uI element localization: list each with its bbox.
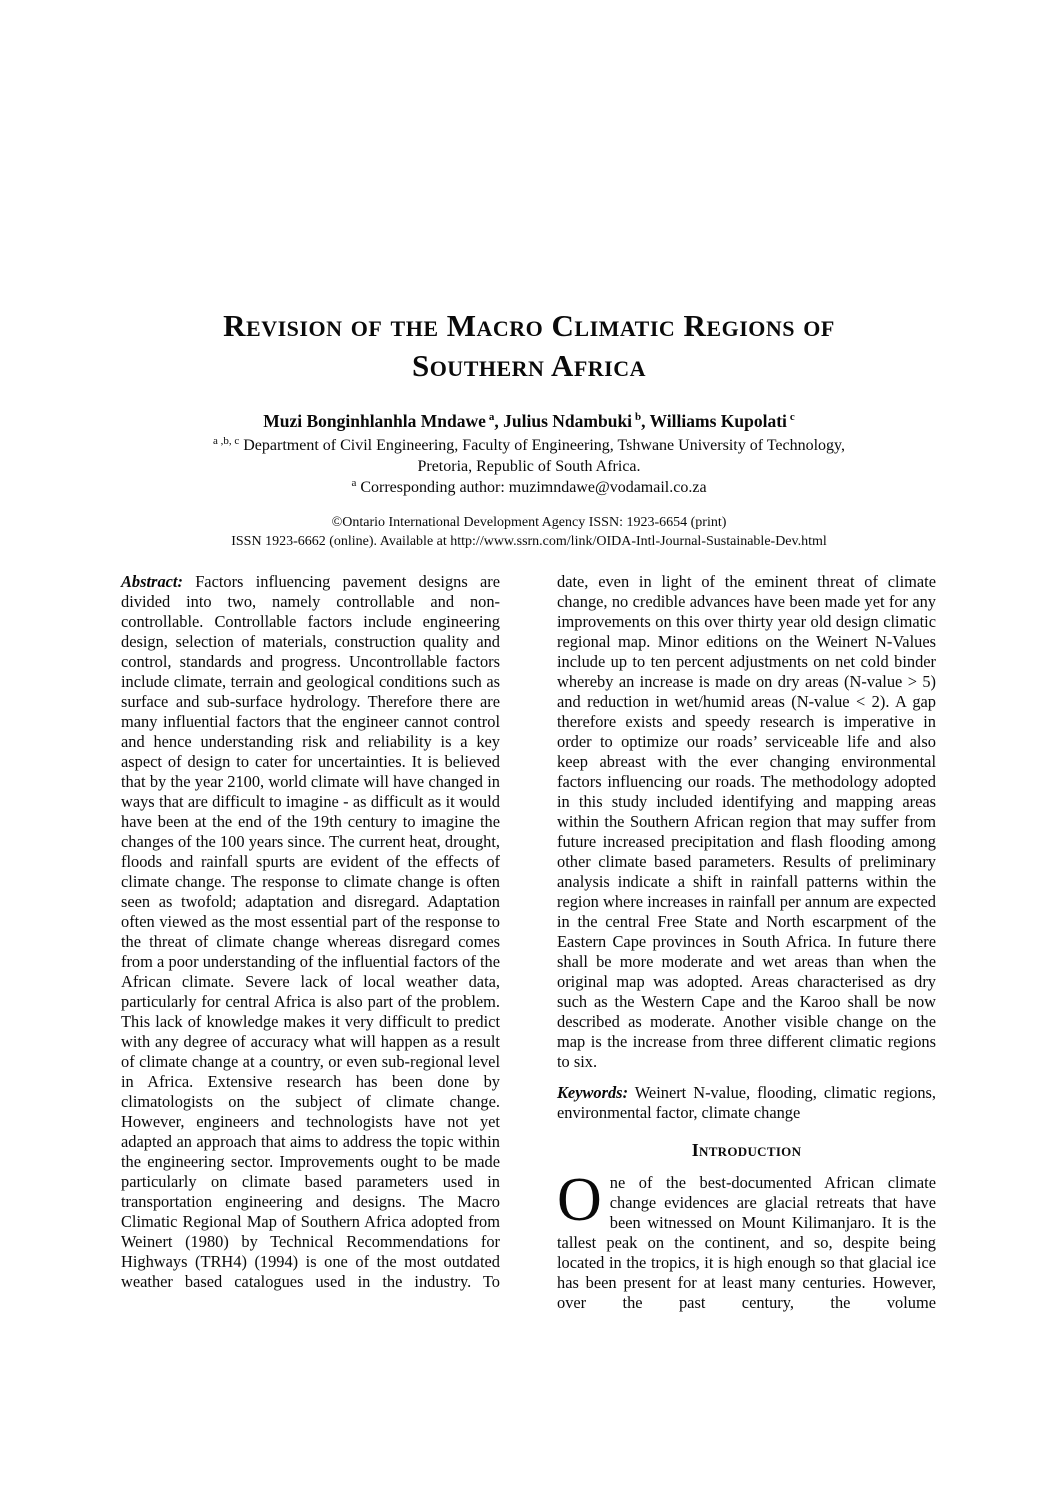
drop-cap: O [557, 1166, 602, 1234]
abstract-text-col2: date, even in light of the eminent threat of climate change, no credible advances have been made yet for any improvements on this over thirty year old design climatic regional map. Minor editions on the Weinert N-Values include up to ten percent adjustments on net cold binder whereby an increase is made on dry areas (N-value > 5) and reduction in wet/humid areas (N-value < 2). A gap therefore exists and speedy research is imperative in order to optimize our roads’ serviceable life and also keep abreast with the ever changing environmental factors influencing our roads. The methodology adopted in this study included identifying and mapping areas within the Southern African region that may suffer from future increased precipitation and flash flooding among other climate based parameters. Results of preliminary analysis indicate a shift in rainfall patterns within the region where increases in rainfall per annum are expected in the central Free State and North escarpment of the Eastern Cape provinces in South Africa. In future there shall be more moderate and wet areas than when the original map was adopted. Areas characterised as dry such as the Western Cape and the Karoo shall be now described as moderate. Another visible change on the map is the increase from three different climatic regions to six. [557, 572, 936, 1071]
page-title-line1: Revision of the Macro Climatic Regions of [223, 308, 835, 343]
introduction-paragraph [557, 1166, 936, 1313]
page-title-line2: Southern Africa [411, 348, 647, 383]
page-title [121, 306, 937, 386]
abstract-label: Abstract: [121, 572, 183, 591]
affiliation-text: Department of Civil Engineering, Faculty of Engineering, Tshwane University of Technology, [243, 437, 846, 454]
affiliation-superscript: a ,b, c [212, 434, 240, 447]
corresponding-author-line [121, 477, 937, 498]
author-superscript: a [488, 411, 495, 424]
abstract-text-col1: Factors influencing pavement designs are divided into two, namely controllable and non-controllable. Controllable factors include engineering design, selection of materials, construction quality and control, standards and progress. Uncontrollable factors include climate, terrain and geological conditions such as surface and sub-surface hydrology. Therefore there are many influential factors that the engineer cannot control and hence understanding risk and reliability is a key aspect of design to cater for uncertainties. It is believed that by the year 2100, world climate will have changed in ways that are difficult to imagine - as difficult as it would have been at the end of the 19th century to imagine the changes of the 100 years since. The current heat, drought, floods and rainfall spurts are evident of the effects of climate change. The response to climate change is often seen as twofold; adaptation and disregard. Adaptation often viewed as the most essential part of the response to the threat of climate change whereas disregard comes from a poor understanding of the influential factors of the African climate. Severe lack of local weather data, particularly for central Africa is also part of the problem. This lack of knowledge makes it very difficult to predict with any degree of accuracy what will happen as a result of climate change at a country, or even sub-regional level in Africa. Extensive research has been done by climatologists on the subject of climate change. However, engineers and technologists have not yet adapted an approach that aims to address the topic within the engineering sector. Improvements ought to be made particularly on climate based parameters used in transportation engineering and designs. The Macro Climatic Regional Map of Southern Africa adopted from Weinert (1980) by Technical Recommendations for Highways (TRH4) (1994) is one of the most outdated weather based catalogues used in the industry. To [121, 572, 500, 1291]
author-name: Muzi Bonginhlanhla Mndawe [263, 411, 486, 431]
author-superscript: b [635, 411, 642, 424]
abstract-paragraph-col2 [557, 572, 936, 1072]
affiliation-block [121, 435, 937, 498]
author-separator: , [641, 411, 650, 431]
two-column-body [121, 572, 937, 1313]
keywords-paragraph [557, 1083, 936, 1123]
corresponding-author-text: Corresponding author: muzimndawe@vodamail.co.za [360, 479, 707, 496]
keywords-label: Keywords: [557, 1083, 629, 1102]
right-column [557, 572, 936, 1313]
authors-line [121, 410, 937, 432]
section-heading-introduction: Introduction [691, 1140, 802, 1160]
publisher-block [121, 513, 937, 551]
affiliation-line2: Pretoria, Republic of South Africa. [417, 458, 641, 475]
left-column [121, 572, 500, 1313]
page-content [121, 306, 937, 1313]
issn-line-online: ISSN 1923-6662 (online). Available at http://www.ssrn.com/link/OIDA-Intl-Journal-Sustainable-Dev.html [231, 534, 827, 549]
affiliation-line1 [121, 435, 937, 456]
issn-line-print: ©Ontario International Development Agency ISSN: 1923-6654 (print) [331, 515, 727, 530]
author-separator: , [494, 411, 504, 431]
keywords-text: Weinert N-value, flooding, climatic regions, environmental factor, climate change [557, 1083, 936, 1122]
author-name: Julius Ndambuki [503, 411, 633, 431]
corresponding-superscript: a [351, 476, 357, 489]
abstract-paragraph-col1 [121, 572, 500, 1292]
author-superscript: c [789, 411, 795, 424]
author-name: Williams Kupolati [649, 411, 787, 431]
introduction-text: ne of the best-documented African climate change evidences are glacial retreats that have been witnessed on Mount Kilimanjaro. It is the tallest peak on the continent, and so, despite being located in the tropics, it is high enough so that glacial ice has been present for at least many centuries. However, over the past century, the volume [557, 1173, 936, 1312]
